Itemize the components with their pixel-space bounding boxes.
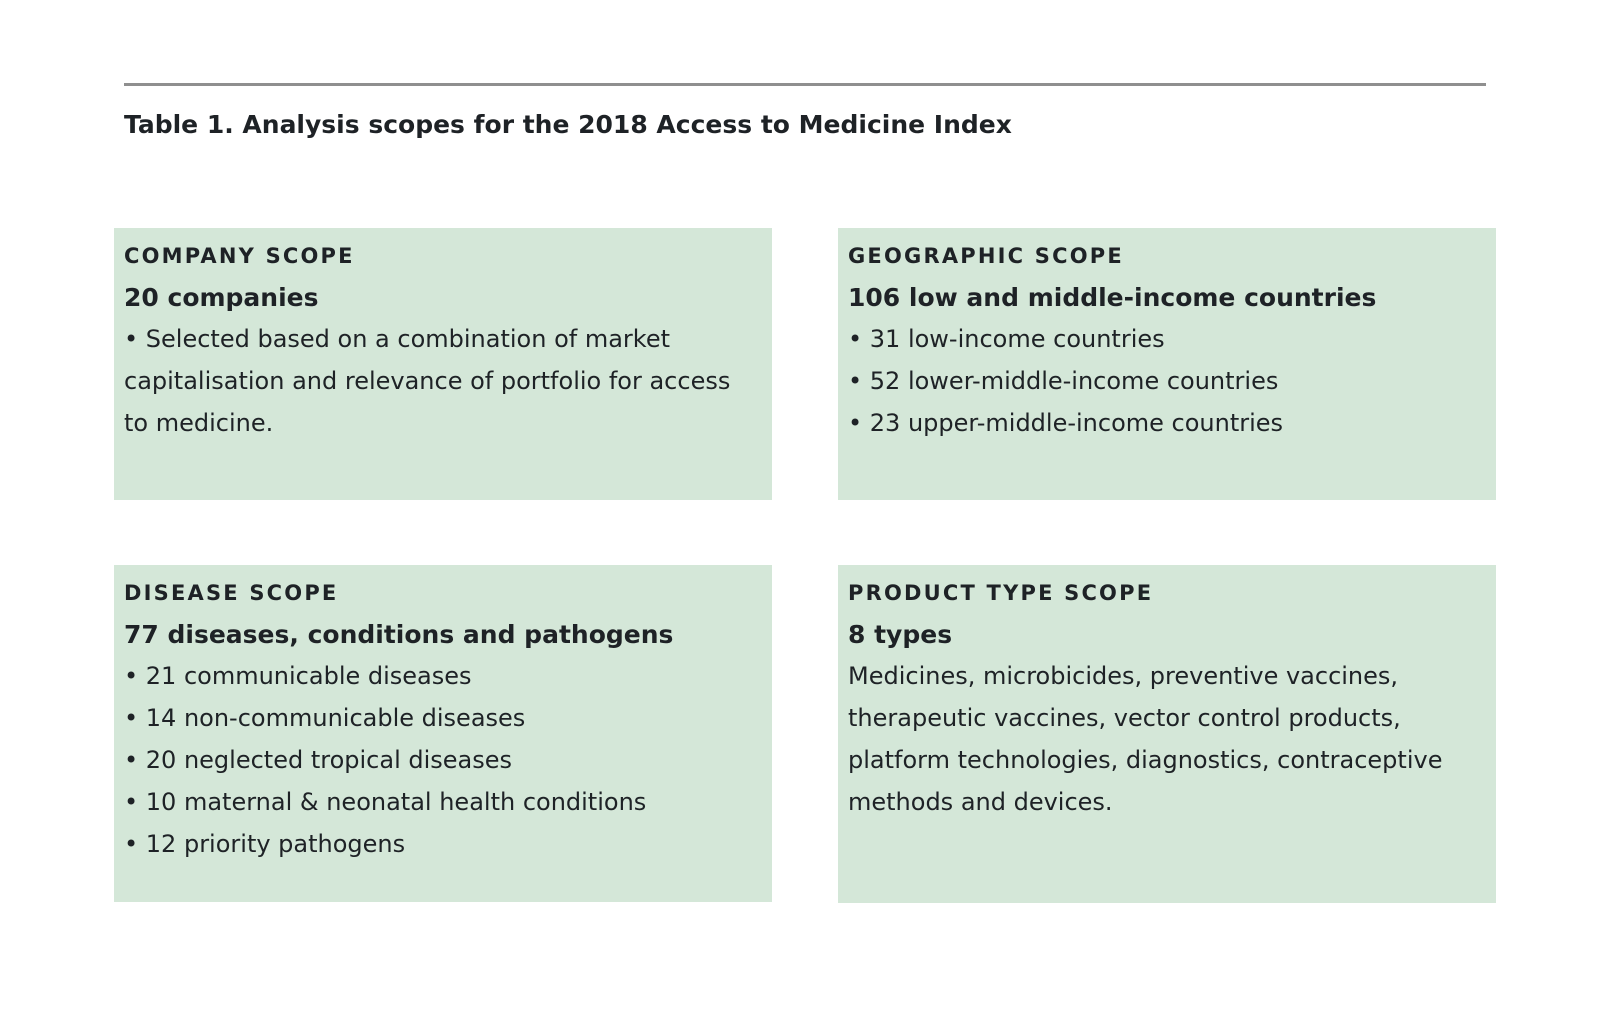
company-scope-panel: [114, 228, 772, 500]
list-item: • 12 priority pathogens: [124, 830, 406, 858]
product-type-scope-panel: [838, 565, 1496, 903]
list-item: • 20 neglected tropical diseases: [124, 746, 513, 774]
geographic-scope-count: 106 low and middle-income countries: [848, 283, 1377, 312]
company-scope-text: • Selected based on a combination of market capitalisation and relevance of portfolio for access to medicine.: [124, 325, 731, 437]
disease-scope-panel: [114, 565, 772, 902]
product-type-scope-text: Medicines, microbicides, preventive vaccines, therapeutic vaccines, vector control products, platform technologies, diagnostics, contraceptive methods and devices.: [848, 662, 1443, 816]
geographic-scope-panel: [838, 228, 1496, 500]
product-type-scope-heading: PRODUCT TYPE SCOPE: [848, 581, 1154, 605]
top-rule: [124, 83, 1486, 86]
geographic-scope-heading: GEOGRAPHIC SCOPE: [848, 244, 1124, 268]
company-scope-count: 20 companies: [124, 283, 319, 312]
geographic-scope-list: [848, 318, 1496, 444]
company-scope-heading: COMPANY SCOPE: [124, 244, 355, 268]
table-title: Table 1. Analysis scopes for the 2018 Access to Medicine Index: [124, 110, 1012, 139]
list-item: • 21 communicable diseases: [124, 662, 472, 690]
list-item: • 31 low-income countries: [848, 325, 1165, 353]
list-item: • 52 lower-middle-income countries: [848, 367, 1279, 395]
list-item: • 10 maternal & neonatal health conditions: [124, 788, 647, 816]
list-item: • 14 non-communicable diseases: [124, 704, 526, 732]
disease-scope-heading: DISEASE SCOPE: [124, 581, 339, 605]
product-type-scope-count: 8 types: [848, 620, 953, 649]
list-item: • 23 upper-middle-income countries: [848, 409, 1284, 437]
disease-scope-count: 77 diseases, conditions and pathogens: [124, 620, 674, 649]
disease-scope-list: [124, 655, 772, 865]
